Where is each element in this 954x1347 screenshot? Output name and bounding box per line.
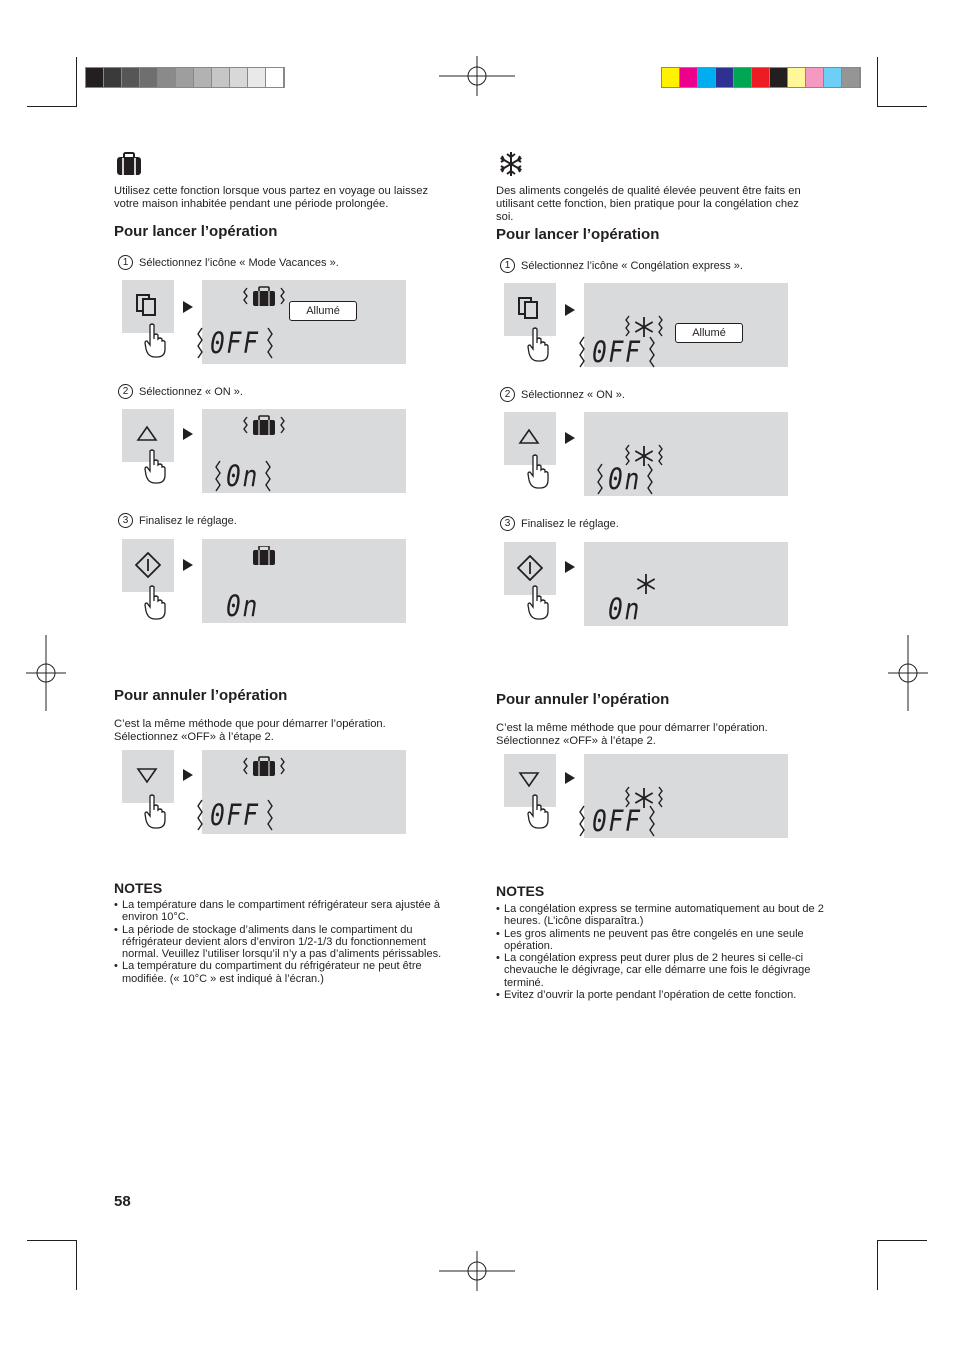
left-notes-list (114, 899, 464, 985)
lcd-off-text: 0FF (210, 798, 260, 832)
step-label: Sélectionnez « ON ». (521, 388, 625, 401)
callout-on-label: Allumé (675, 323, 743, 343)
arrow-icon (565, 772, 575, 784)
suitcase-icon (116, 152, 142, 176)
step-label: Finalisez le réglage. (521, 517, 619, 530)
triangle-down-icon (135, 763, 159, 787)
hand-pointer-icon (143, 794, 167, 830)
gray-swatch-bar (85, 67, 285, 88)
color-swatch (824, 68, 842, 87)
note-item: • Evitez d’ouvrir la porte pendant l’opération de cette fonction. (496, 989, 846, 1001)
menu-icon (135, 293, 159, 317)
snowflake-icon (498, 151, 524, 177)
lcd-on-text: 0n (226, 589, 260, 623)
gray-swatch (122, 68, 140, 87)
right-intro: Des aliments congelés de qualité élevée peuvent être faits en utilisant cette fonction, bien pratique pour la congélation chez soi. (496, 185, 801, 223)
right-step-1 (500, 258, 743, 273)
color-swatch (752, 68, 770, 87)
gray-swatch (212, 68, 230, 87)
color-swatch (788, 68, 806, 87)
hand-pointer-icon (143, 449, 167, 485)
lcd-on-text: 0n (608, 462, 642, 496)
left-lcd-step3 (202, 539, 406, 623)
crop-mark (27, 1240, 77, 1241)
color-swatch (842, 68, 860, 87)
arrow-icon (183, 428, 193, 440)
note-item: • La congélation express se termine automatiquement au bout de 2 heures. (L’icône disparaîtra.) (496, 903, 846, 928)
gray-swatch (266, 68, 284, 87)
color-swatch (662, 68, 680, 87)
hand-pointer-icon (526, 794, 550, 830)
lcd-off-text: 0FF (592, 804, 642, 838)
crop-mark (76, 1240, 77, 1290)
right-lcd-step3 (584, 542, 788, 626)
gray-swatch (248, 68, 266, 87)
color-swatch-bar (661, 67, 861, 88)
left-lcd-step2 (202, 409, 406, 493)
note-item: • La température dans le compartiment réfrigérateur sera ajustée à environ 10°C. (114, 899, 464, 924)
left-cancel-text: C’est la même méthode que pour démarrer l’opération. Sélectionnez «OFF» à l’étape 2. (114, 718, 386, 743)
step-label: Sélectionnez l’icône « Congélation express ». (521, 259, 743, 272)
left-lcd-cancel (202, 750, 406, 834)
registration-mark (888, 635, 928, 711)
enter-diamond-icon (135, 552, 161, 578)
hand-pointer-icon (526, 454, 550, 490)
menu-icon (517, 296, 541, 320)
crop-mark (877, 1240, 878, 1290)
suitcase-blink-icon (242, 284, 286, 312)
step-number: 2 (500, 387, 515, 402)
lcd-on-text: 0n (226, 459, 260, 493)
page-number: 58 (114, 1193, 131, 1210)
crop-mark (877, 1240, 927, 1241)
step-number: 1 (500, 258, 515, 273)
right-cancel-text: C’est la même méthode que pour démarrer l’opération. Sélectionnez «OFF» à l’étape 2. (496, 722, 768, 747)
gray-swatch (194, 68, 212, 87)
color-swatch (734, 68, 752, 87)
right-lcd-step1 (584, 283, 788, 367)
hand-pointer-icon (526, 327, 550, 363)
right-lcd-step2 (584, 412, 788, 496)
note-item: • La température du compartiment du réfrigérateur ne peut être modifiée. (« 10°C » est indiqué à l’écran.) (114, 960, 464, 985)
registration-mark (439, 56, 515, 96)
step-number: 1 (118, 255, 133, 270)
hand-pointer-icon (526, 585, 550, 621)
crop-mark (877, 106, 927, 107)
arrow-icon (565, 561, 575, 573)
gray-swatch (86, 68, 104, 87)
note-item: • La congélation express peut durer plus de 2 heures si celle-ci chevauche le dégivrage, car elle démarre une fois le dégivrage terminé. (496, 952, 846, 989)
callout-on-label: Allumé (289, 301, 357, 321)
suitcase-blink-icon (242, 413, 286, 441)
crop-mark (877, 57, 878, 107)
gray-swatch (104, 68, 122, 87)
arrow-icon (565, 432, 575, 444)
hand-pointer-icon (143, 323, 167, 359)
right-step-3 (500, 516, 619, 531)
triangle-up-icon (517, 425, 541, 449)
step-number: 3 (118, 513, 133, 528)
right-lcd-cancel (584, 754, 788, 838)
right-notes-list (496, 903, 846, 1001)
hand-pointer-icon (143, 585, 167, 621)
crop-mark (27, 106, 77, 107)
step-number: 2 (118, 384, 133, 399)
color-swatch (680, 68, 698, 87)
arrow-icon (183, 559, 193, 571)
right-start-heading: Pour lancer l’opération (496, 226, 660, 243)
arrow-icon (565, 304, 575, 316)
suitcase-blink-icon (242, 754, 286, 782)
step-number: 3 (500, 516, 515, 531)
right-notes-title: NOTES (496, 883, 545, 899)
note-item: • Les gros aliments ne peuvent pas être congelés en une seule opération. (496, 928, 846, 953)
color-swatch (806, 68, 824, 87)
suitcase-icon (253, 546, 275, 566)
arrow-icon (183, 769, 193, 781)
lcd-off-text: 0FF (592, 335, 642, 369)
crop-mark (76, 57, 77, 107)
gray-swatch (140, 68, 158, 87)
step-label: Sélectionnez l’icône « Mode Vacances ». (139, 256, 339, 269)
gray-swatch (230, 68, 248, 87)
lcd-off-text: 0FF (210, 326, 260, 360)
left-cancel-heading: Pour annuler l’opération (114, 687, 288, 704)
registration-mark (439, 1251, 515, 1291)
left-start-heading: Pour lancer l’opération (114, 223, 278, 240)
right-step-2 (500, 387, 625, 402)
color-swatch (716, 68, 734, 87)
left-lcd-step1 (202, 280, 406, 364)
color-swatch (770, 68, 788, 87)
arrow-icon (183, 301, 193, 313)
left-notes-title: NOTES (114, 880, 163, 896)
gray-swatch (176, 68, 194, 87)
step-label: Finalisez le réglage. (139, 514, 237, 527)
gray-swatch (158, 68, 176, 87)
note-item: • La période de stockage d’aliments dans le compartiment du réfrigérateur devient alors d’environ 1/2-1/3 du fonctionnement normal. Veuillez l’utiliser lorsqu’il n’y a pas d’aliments périssables. (114, 924, 464, 961)
registration-mark (26, 635, 66, 711)
lcd-on-text: 0n (608, 592, 642, 626)
left-step-2 (118, 384, 243, 399)
triangle-up-icon (135, 422, 159, 446)
triangle-down-icon (517, 767, 541, 791)
right-cancel-heading: Pour annuler l’opération (496, 691, 670, 708)
left-step-3 (118, 513, 237, 528)
left-intro: Utilisez cette fonction lorsque vous partez en voyage ou laissez votre maison inhabitée pendant une période prolongée. (114, 185, 429, 210)
left-step-1 (118, 255, 339, 270)
step-label: Sélectionnez « ON ». (139, 385, 243, 398)
color-swatch (698, 68, 716, 87)
enter-diamond-icon (517, 555, 543, 581)
